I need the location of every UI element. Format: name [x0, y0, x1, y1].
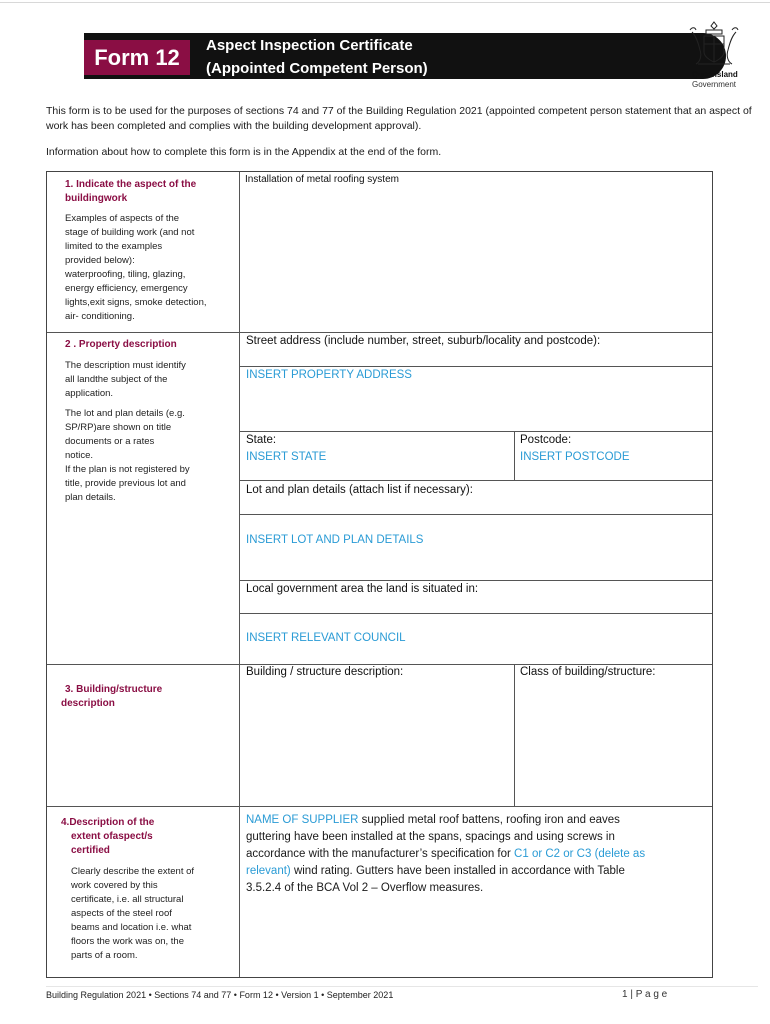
section-divider-2	[47, 664, 712, 665]
intro-paragraph: This form is to be used for the purposes of sections 74 and 77 of the Building Regulation 2021 (appointed competent person statement that an aspect of work has been completed and complies with the building development approval).	[46, 105, 752, 132]
street-address-label: Street address (include number, street, suburb/locality and postcode):	[246, 335, 601, 347]
section-divider-3	[47, 806, 712, 807]
section4-note-line: parts of a room.	[71, 950, 138, 961]
row-line	[239, 366, 712, 367]
section4-note-line: aspects of the steel roof	[71, 908, 172, 919]
section1-examples-line: limited to the examples	[65, 241, 163, 252]
gov-name-line2: Government	[692, 80, 737, 89]
section4-note-line: floors the work was on, the	[71, 936, 184, 947]
section2-note-line: The lot and plan details (e.g.	[65, 408, 185, 419]
section4-label-line2: extent ofaspect/s	[71, 831, 153, 842]
lga-field[interactable]: INSERT RELEVANT COUNCIL	[246, 632, 406, 644]
section4-label-line3: certified	[71, 845, 110, 856]
section1-examples-line: waterproofing, tiling, glazing,	[65, 269, 186, 280]
extent-text: guttering have been installed at the spans, spacings and using screws in	[246, 831, 615, 843]
section2-note-line: title, provide previous lot and	[65, 478, 186, 489]
section4-note-line: beams and location i.e. what	[71, 922, 192, 933]
state-field[interactable]: INSERT STATE	[246, 451, 327, 463]
row-line	[239, 431, 712, 432]
wind-class-placeholder: C1 or C2 or C3 (delete as	[514, 848, 646, 860]
lga-label: Local government area the land is situated in:	[246, 583, 479, 595]
section1-label-line1: 1. Indicate the aspect of the	[65, 179, 197, 190]
building-class-field[interactable]	[515, 684, 711, 804]
info-paragraph: Information about how to complete this form is in the Appendix at the end of the form.	[46, 146, 442, 158]
form-title-line2: (Appointed Competent Person)	[206, 60, 428, 77]
extent-text: 3.5.2.4 of the BCA Vol 2 – Overflow measures.	[246, 882, 484, 894]
section4-label-line1: 4.Description of the	[61, 817, 155, 828]
column-divider	[239, 172, 240, 977]
section2-note-line: notice.	[65, 450, 93, 461]
page-number: 1 | P a g e	[622, 989, 668, 1000]
structure-description-label: Building / structure description:	[246, 666, 404, 678]
postcode-field[interactable]: INSERT POSTCODE	[520, 451, 630, 463]
section3-label-line2: description	[61, 698, 115, 709]
gov-name-line1: Queensland	[692, 70, 738, 79]
section2-note-line: application.	[65, 388, 114, 399]
section1-examples-line: stage of building work (and not	[65, 227, 195, 238]
state-label: State:	[246, 434, 277, 446]
structure-description-field[interactable]	[240, 684, 513, 804]
top-rule	[0, 2, 770, 3]
section3-label-line1: 3. Building/structure	[65, 684, 163, 695]
lot-plan-label: Lot and plan details (attach list if necessary):	[246, 484, 473, 496]
extent-text: wind rating. Gutters have been installed in accordance with Table	[290, 865, 625, 877]
section2-note-line: documents or a rates	[65, 436, 155, 447]
section1-examples-line: energy efficiency, emergency	[65, 283, 188, 294]
extent-text: accordance with the manufacturer’s specification for	[246, 848, 515, 860]
form-title-line1: Aspect Inspection Certificate	[206, 37, 413, 54]
section2-note-line: The description must identify	[65, 360, 186, 371]
section-divider-1	[47, 332, 712, 333]
building-class-label: Class of building/structure:	[520, 666, 656, 678]
section1-examples-line: provided below):	[65, 255, 135, 266]
section1-label-line2: buildingwork	[65, 193, 128, 204]
queensland-crest-icon	[686, 18, 742, 68]
lot-plan-field[interactable]: INSERT LOT AND PLAN DETAILS	[246, 534, 424, 546]
street-address-field[interactable]: INSERT PROPERTY ADDRESS	[246, 369, 412, 381]
section1-examples-line: Examples of aspects of the	[65, 213, 180, 224]
postcode-label: Postcode:	[520, 434, 572, 446]
extent-description-field[interactable]	[246, 812, 708, 897]
row-line	[239, 580, 712, 581]
extent-text: supplied metal roof battens, roofing iron and eaves	[358, 814, 620, 826]
section4-note-line: certificate, i.e. all structural	[71, 894, 184, 905]
row-line	[239, 480, 712, 481]
supplier-placeholder: NAME OF SUPPLIER	[246, 814, 359, 826]
row-line	[239, 613, 712, 614]
footer-text: Building Regulation 2021 • Sections 74 and 77 • Form 12 • Version 1 • September 2021	[46, 990, 394, 1000]
section2-note-line: If the plan is not registered by	[65, 464, 190, 475]
section4-note-line: Clearly describe the extent of	[71, 866, 195, 877]
form-number-badge: Form 12	[84, 40, 190, 75]
form-table	[46, 171, 713, 978]
wind-class-placeholder: relevant)	[246, 865, 291, 877]
section2-label: 2 . Property description	[65, 339, 177, 350]
section1-examples-line: air- conditioning.	[65, 311, 135, 322]
section1-examples-line: lights,exit signs, smoke detection,	[65, 297, 207, 308]
state-postcode-divider	[514, 431, 515, 480]
section2-note-line: all landthe subject of the	[65, 374, 168, 385]
section2-note-line: SP/RP)are shown on title	[65, 422, 172, 433]
section2-note-line: plan details.	[65, 492, 116, 503]
footer-rule	[46, 986, 758, 987]
aspect-field[interactable]: Installation of metal roofing system	[245, 174, 399, 185]
section4-note-line: work covered by this	[71, 880, 158, 891]
row-line	[239, 514, 712, 515]
